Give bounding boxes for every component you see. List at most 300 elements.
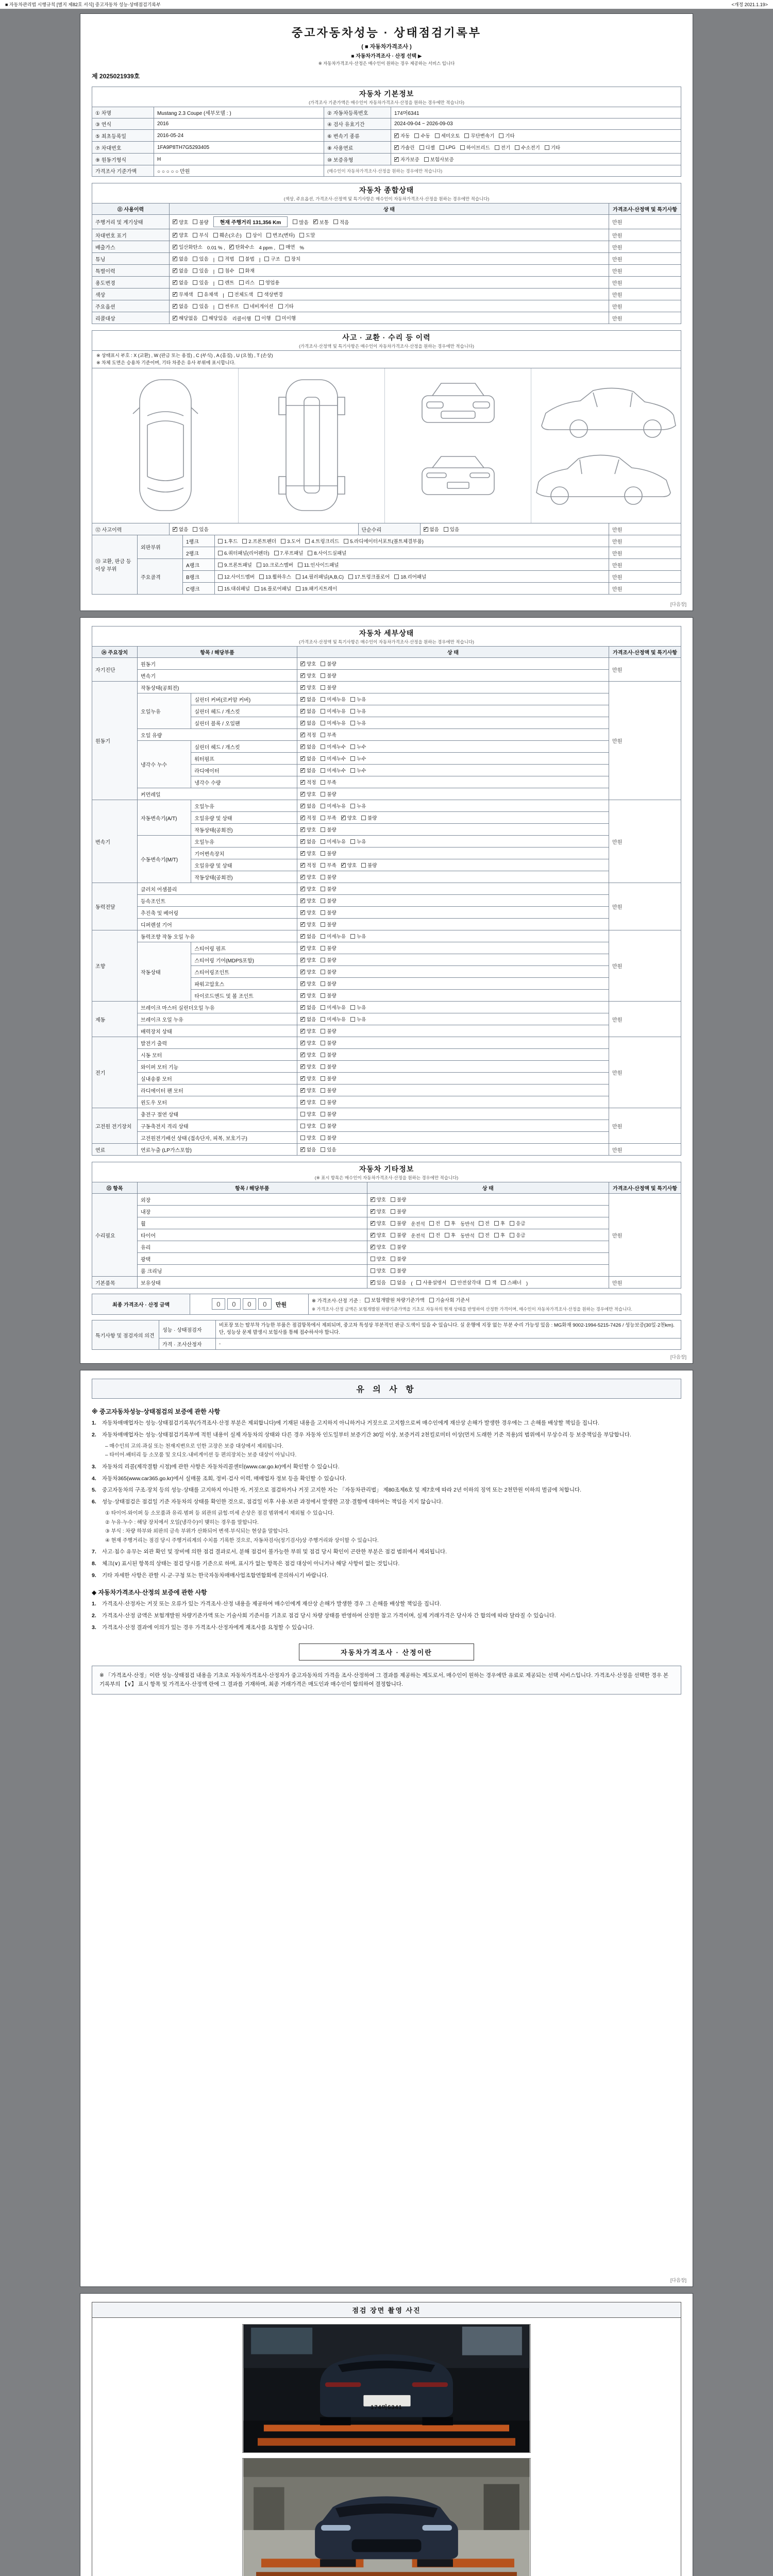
checked-checkbox-icon [371,1280,375,1285]
unchecked-checkbox-icon [333,219,338,224]
unchecked-checkbox-icon [510,1233,514,1238]
checked-checkbox-icon [394,133,399,138]
checkbox-item [361,814,377,821]
checkbox-item [510,1219,525,1227]
car-underbody-cell [239,368,385,523]
checkbox-label: 17.트렁크플로어 [355,574,390,580]
device-row [92,800,681,812]
item-label: 스티어링조인트 [191,966,297,978]
checkbox-label: 불량 [327,958,337,963]
checkbox-item [371,1219,386,1227]
field-label: ① 차명 [92,107,154,118]
price-cell: 만원 [609,241,681,253]
checkbox-item [321,684,336,691]
checkbox-item [321,1110,336,1117]
checkbox-item [242,537,276,545]
checkbox-item [300,696,316,703]
checkbox-label: 불량 [327,981,337,987]
checkbox-item [300,707,316,715]
checkbox-item [173,291,193,298]
checkbox-label: 불량 [327,1029,337,1035]
checkbox-label: 양호 [347,863,357,869]
checkbox-label: 부족 [327,863,337,869]
checkbox-item [429,1296,470,1303]
inspection-period-value: 2024-09-04 ~ 2026-09-03 [391,118,681,130]
checkbox-label: 18.리어패널 [400,574,427,580]
checkbox-label: 적정 [307,733,316,738]
checked-checkbox-icon [300,946,305,951]
checkbox-label: 기타 [284,304,294,310]
checkbox-label: 미이행 [281,316,296,321]
notice-text: 가격조사·산정자는 거짓 또는 오류가 있는 가격조사·산정 내용을 제공하여 매수인에게 재산상 손해가 발생한 경우 그 손해를 배상할 책임을 집니다. [102,1601,441,1607]
price-cell: 만원 [609,1194,681,1277]
simple-repair-label: 단순수리 [358,523,420,535]
checkbox-item [300,850,316,857]
checkbox-label: 미세누유 [327,709,346,715]
checkbox-label: 누유 [357,839,366,845]
device-row [92,1253,681,1265]
unchecked-checkbox-icon [264,257,269,261]
item-state [297,1002,609,1013]
checkbox-label: 양호 [307,899,316,904]
overall-row [92,289,681,300]
unchecked-checkbox-icon [219,257,223,261]
checkbox-item [350,719,366,726]
checkbox-label: 양호 [307,981,316,987]
checkbox-item [173,218,188,226]
checkbox-label: 9.프론트패널 [224,563,252,568]
notice-number: 9. [92,1572,96,1579]
unchecked-checkbox-icon [305,539,310,544]
unchecked-checkbox-icon [193,233,197,238]
checked-checkbox-icon [300,744,305,749]
checkbox-item [300,1098,316,1106]
checkbox-item [371,1279,386,1286]
item-label: 유리 [138,1241,367,1253]
checkbox-item [300,980,316,987]
form-reference-strip [0,0,773,9]
checkbox-label: 미세누유 [327,1017,346,1023]
checked-checkbox-icon [313,219,318,224]
item-label: 충전구 절연 상태 [138,1108,297,1120]
basic-info-table [92,107,681,177]
unchecked-checkbox-icon [371,1268,375,1273]
checked-checkbox-icon [173,268,177,273]
checkbox-label: 1.후드 [224,539,238,545]
checkbox-item [300,743,316,750]
inspection-photos-section [92,2302,681,2576]
checkbox-label: 양호 [307,662,316,667]
column-header: 가격조사·산정액 및 특기사항 [609,1182,681,1194]
checkbox-item [300,1027,316,1035]
device-row [92,1241,681,1253]
checkbox-item [391,1279,406,1286]
unchecked-checkbox-icon [321,946,325,951]
checkbox-label: 미세누수 [327,756,346,762]
accident-history-title: 사고 · 교환 · 수리 등 이력 [342,333,431,342]
device-label: 조향 [92,930,138,1002]
item-state [297,1073,609,1084]
checked-checkbox-icon [300,780,305,785]
checkbox-item [321,861,336,869]
checkbox-label: 있음 [199,304,209,310]
checkbox-item [300,731,316,738]
checkbox-item [228,291,254,298]
checkbox-label: 양호 [307,851,316,857]
inline-text: | [213,304,215,310]
notice-text: 가격조사·산정 금액은 보험개발원 차량기준가액 또는 기술사회 기준서를 기초로 점검 당시 차량 상태를 반영하여 산정한 참고 가격이며, 실제 거래가격은 당사자 간 합의에 따라 달라질 수 있습니다. [102,1613,556,1619]
item-state [367,1229,609,1241]
unchecked-checkbox-icon [424,157,429,162]
notice-heading: ※ 중고자동차성능·상태점검의 보증에 관한 사항 [92,1408,221,1416]
rank-items [215,559,609,571]
registration-number-value: 174머6341 [391,107,681,118]
column-header: ⑪ 사용이력 [92,204,170,215]
checkbox-item [394,573,426,580]
checkbox-item [219,302,239,310]
checkbox-label: 없음 [307,697,316,703]
checkbox-item [394,132,410,139]
checkbox-item [321,1098,336,1106]
price-survey-select-label: ■ 자동차가격조사 · 산정 선택 ▶ [351,54,422,59]
inline-text: | [213,280,215,286]
checkbox-label: 하이브리드 [466,145,490,151]
notice-number: 2. [92,1432,96,1438]
checked-checkbox-icon [300,922,305,927]
unchecked-checkbox-icon [440,145,444,150]
form-reference-right: <개정 2021.1.19> [731,2,768,7]
item-label: 파워고압호스 [191,978,297,990]
checkbox-label: 보험사보증 [430,157,454,163]
checkbox-label: 양호 [307,922,316,928]
amount-digit: 0 [227,1298,241,1310]
checked-checkbox-icon [300,887,305,891]
checkbox-item [321,1051,336,1058]
notice-item [92,1623,681,1632]
checkbox-label: 13.휠하우스 [265,574,292,580]
parts-row [92,559,681,571]
checkbox-item [321,672,336,679]
checked-checkbox-icon [394,157,399,162]
checkbox-item [300,956,316,963]
checkbox-label: 디젤 [425,145,435,151]
first-registration-value: 2016-05-24 [154,130,324,142]
device-row [92,930,681,942]
checkbox-label: 리스 [245,280,255,286]
unchecked-checkbox-icon [371,1257,375,1261]
unchecked-checkbox-icon [321,662,325,666]
item-state [297,658,609,670]
checkbox-label: 누유 [357,934,366,940]
device-row [92,1049,681,1061]
unchecked-checkbox-icon [451,1280,456,1285]
detail-condition-table [92,646,681,1156]
field-label: ② 자동차등록번호 [324,107,391,118]
unchecked-checkbox-icon [321,685,325,690]
item-state [297,705,609,717]
price-cell: 만원 [609,547,681,559]
field-label: ⑧ 사용연료 [324,142,391,154]
remarks-label: 특기사항 및 점검자의 의견 [92,1320,159,1350]
checkbox-label: 기타 [550,145,561,151]
item-state [297,954,609,966]
item-label: 등속조인트 [138,895,297,907]
device-row [92,895,681,907]
checked-checkbox-icon [300,863,305,868]
checkbox-label: 있음 [199,527,209,533]
checkbox-item [361,861,377,869]
checkbox-label: 누유 [357,721,366,726]
checkbox-item [344,537,424,545]
checkbox-label: 누수 [357,768,366,774]
unchecked-checkbox-icon [219,268,223,273]
checked-checkbox-icon [173,280,177,285]
overall-row [92,265,681,277]
item-state [367,1194,609,1206]
page-3 [80,1370,693,2287]
overall-row [92,229,681,241]
amount-unit: 만원 [275,1302,287,1309]
part-group: 외판부위 [138,535,183,559]
checkbox-item [350,933,366,940]
checkbox-item [300,719,316,726]
device-row [92,1037,681,1049]
checkbox-label: 없음 [179,257,189,262]
unchecked-checkbox-icon [350,697,355,702]
item-state [367,1265,609,1277]
checkbox-item [193,218,208,226]
checkbox-item [173,526,188,533]
item-state [297,990,609,1002]
item-label: 차대번호 표기 [92,229,170,241]
checkbox-item [350,743,366,750]
item-label: 오일유량 및 상태 [191,812,297,824]
item-state [297,1037,609,1049]
unchecked-checkbox-icon [321,733,325,737]
checkbox-item [321,778,336,786]
unchecked-checkbox-icon [193,527,197,532]
remarks-text: 비포장 또는 탈부착 가능한 부품은 점검항목에서 제외되며, 중고차 특성상 부분적인 판금·도색이 있을 수 있습니다. 실 운행에 지장 없는 부분 수리 가능성 있음 : MG화재 9002-1994-5215-7426 / 성능보증(30일·2천km). 단, 성능상 문제 발생시 보험사를 통해 접수하셔야 합니다. [216,1320,681,1338]
checkbox-item [244,302,274,310]
checkbox-item [321,921,336,928]
checkbox-label: 불량 [396,1209,407,1215]
unchecked-checkbox-icon [321,768,325,773]
checkbox-label: 누유 [357,709,366,715]
unchecked-checkbox-icon [296,586,300,591]
checkbox-label: 누유 [357,1005,366,1011]
checkbox-label: 도말 [306,233,315,239]
checkbox-item [445,1231,456,1239]
remarks-table [92,1320,681,1350]
item-label: 기어변속장치 [191,848,297,859]
notices-title: 유 의 사 항 [92,1379,681,1399]
checkbox-item [321,743,346,750]
inline-text: 동반석 [460,1233,475,1239]
checkbox-item [193,255,208,262]
notice-number: 2. [92,1613,96,1619]
checkbox-label: 불량 [327,792,337,798]
notices-body [92,1407,681,1632]
unchecked-checkbox-icon [218,551,223,555]
checkbox-label: 스패너 [507,1280,522,1286]
checkbox-item [485,1279,496,1286]
base-price-note: (매수인이 자동차가격조사·산정을 원하는 경우에만 적습니다) [324,165,681,177]
checkbox-item [300,1015,316,1023]
detail-condition-title: 자동차 세부상태 [359,629,414,637]
checked-checkbox-icon [300,1064,305,1069]
checkbox-label: 없음 [179,280,189,286]
item-label: 변속기 [138,670,297,682]
checkbox-label: 없음 [307,839,316,845]
notice-text: 성능·상태점검은 점검일 기준 자동차의 상태를 확인한 것으로, 점검일 이후 사용·보관 과정에서 발생한 고장·결함에 대하여는 책임을 지지 않습니다. [102,1499,443,1505]
price-cell: 만원 [609,277,681,289]
field-label: ⑥ 변속기 종류 [324,130,391,142]
checkbox-label: 적정 [307,816,316,821]
item-state [297,930,609,942]
item-label: 오일누유 [191,800,297,812]
checkbox-label: 6.쿼터패널(리어펜더) [224,551,270,556]
model-year-value: 2016 [154,118,324,130]
checkbox-label: 기타 [505,133,515,139]
unchecked-checkbox-icon [285,257,290,261]
device-label: 변속기 [92,800,138,883]
price-cell: 만원 [609,658,681,682]
checkbox-item [394,144,415,151]
item-state [297,1049,609,1061]
checkbox-item [371,1243,386,1250]
checkbox-item [173,243,203,250]
car-side-view-cell [531,368,681,523]
checkbox-label: 불량 [327,946,337,952]
checked-checkbox-icon [300,756,305,761]
unchecked-checkbox-icon [361,863,366,868]
checkbox-label: 세미오토 [441,133,460,139]
checked-checkbox-icon [300,1053,305,1057]
checkbox-item [333,218,349,226]
checkbox-item [213,231,242,239]
unchecked-checkbox-icon [193,268,197,273]
item-label: 라디에이터 팬 모터 [138,1084,297,1096]
etc-info-title: 자동차 기타정보 [359,1165,414,1173]
checkbox-item [299,231,315,239]
unchecked-checkbox-icon [391,1268,395,1273]
checkbox-item [341,814,357,821]
car-front-rear-diagram [409,378,507,513]
field-label: ④ 검사 유효기간 [324,118,391,130]
device-label: 제동 [92,1002,138,1037]
checkbox-label: 양호 [307,1053,316,1058]
sub-group-label: 냉각수 누수 [138,741,191,788]
inspector-type: 성능 · 상태점검자 [159,1320,216,1338]
rank-items [215,535,609,547]
checkbox-item [300,921,316,928]
price-cell: 만원 [609,229,681,241]
checked-checkbox-icon [300,792,305,796]
checkbox-item [300,861,316,869]
checkbox-label: 무채색 [179,292,193,298]
device-row [92,788,681,800]
item-state [297,1132,609,1144]
unchecked-checkbox-icon [218,539,223,544]
checkbox-label: 보통 [319,219,329,226]
checkbox-item [321,1134,336,1141]
unchecked-checkbox-icon [274,551,279,555]
final-price-amount [190,1294,309,1315]
checked-checkbox-icon [300,1076,305,1081]
price-cell: 만원 [609,265,681,277]
checkbox-item [300,755,316,762]
checked-checkbox-icon [173,304,177,309]
overall-row [92,253,681,265]
checkbox-item [308,549,346,556]
unchecked-checkbox-icon [429,1298,434,1302]
detail-condition-note: (가격조사·산정액 및 특기사항은 매수인이 자동차가격조사·산정을 원하는 경우에만 적습니다) [299,639,474,645]
checked-checkbox-icon [173,316,177,320]
checkbox-item [391,1267,406,1274]
checkbox-item [451,1279,481,1286]
checkbox-item [350,838,366,845]
checkbox-item [300,1051,316,1058]
checkbox-item [300,790,316,798]
checkbox-label: 불량 [327,922,337,928]
unchecked-checkbox-icon [321,970,325,974]
checkbox-label: 없음 [307,934,316,940]
detail-condition-section [92,626,681,1156]
checkbox-label: 전 [484,1233,490,1239]
notice-text: 사고·침수 유무는 외관 확인 및 장비에 의한 점검 결과로서, 분해 점검이 불가능한 부위 및 점검 당시 확인이 곤란한 부분은 점검 범위에서 제외됩니다. [102,1549,447,1555]
inline-text: % [299,245,304,251]
unchecked-checkbox-icon [244,304,248,309]
checkbox-label: 불량 [327,827,337,833]
vin-value: 1FA9P8TH7G5293405 [154,142,324,154]
car-diagram-row [92,368,681,523]
item-state [297,765,609,776]
unchecked-checkbox-icon [300,1124,305,1128]
checkbox-item [391,1255,406,1262]
unchecked-checkbox-icon [350,756,355,761]
inline-text: | [223,292,224,298]
checkbox-label: 양호 [307,673,316,679]
notice-text: 자동차매매업자는 성능·상태점검기록부에 적힌 내용이 실제 자동차의 상태와 다른 경우 자동차 인도일부터 보증기간 30일 이상, 보증거리 2천킬로미터 이상(먼저 도래한 기준 적용)의 범위에서 무상수리 등 보증책임을 부담합니다. [102,1432,631,1438]
item-state [297,670,609,682]
sub-group-label: 자동변속기(A/T) [138,800,191,836]
item-state [297,800,609,812]
etc-info-note: (※ 표시 항목은 매수인이 자동차가격조사·산정을 원하는 경우에만 적습니다) [314,1175,459,1180]
checkbox-label: 불법 [245,257,255,262]
checked-checkbox-icon [300,768,305,773]
notice-subitem: ④ 현재 주행거리는 점검 당시 주행거리계의 수치를 기록한 것으로, 자동차검사(정기검사)상 주행거리와 상이할 수 있습니다. [105,1537,379,1544]
checkbox-item [173,279,188,286]
checkbox-label: 불량 [396,1221,407,1227]
checkbox-label: 불량 [396,1257,407,1262]
checkbox-item [321,1075,336,1082]
item-state [297,741,609,753]
checkbox-label: 화재 [245,268,255,274]
checkbox-label: 없음 [307,1147,316,1153]
checkbox-label: 불량 [327,1112,337,1117]
item-state [367,1253,609,1265]
checkbox-label: 양호 [307,827,316,833]
device-row [92,907,681,919]
checkbox-item [321,1122,336,1129]
accident-history-note: (가격조사·산정액 및 특기사항은 매수인이 자동차가격조사·산정을 원하는 경우에만 적습니다) [299,344,474,349]
unchecked-checkbox-icon [198,292,203,297]
inline-text: 4 ppm , [259,245,276,251]
notice-item [92,1475,681,1483]
checkbox-label: 19.패키지트레이 [302,586,338,592]
device-row [92,1120,681,1132]
price-cell: 만원 [609,800,681,883]
